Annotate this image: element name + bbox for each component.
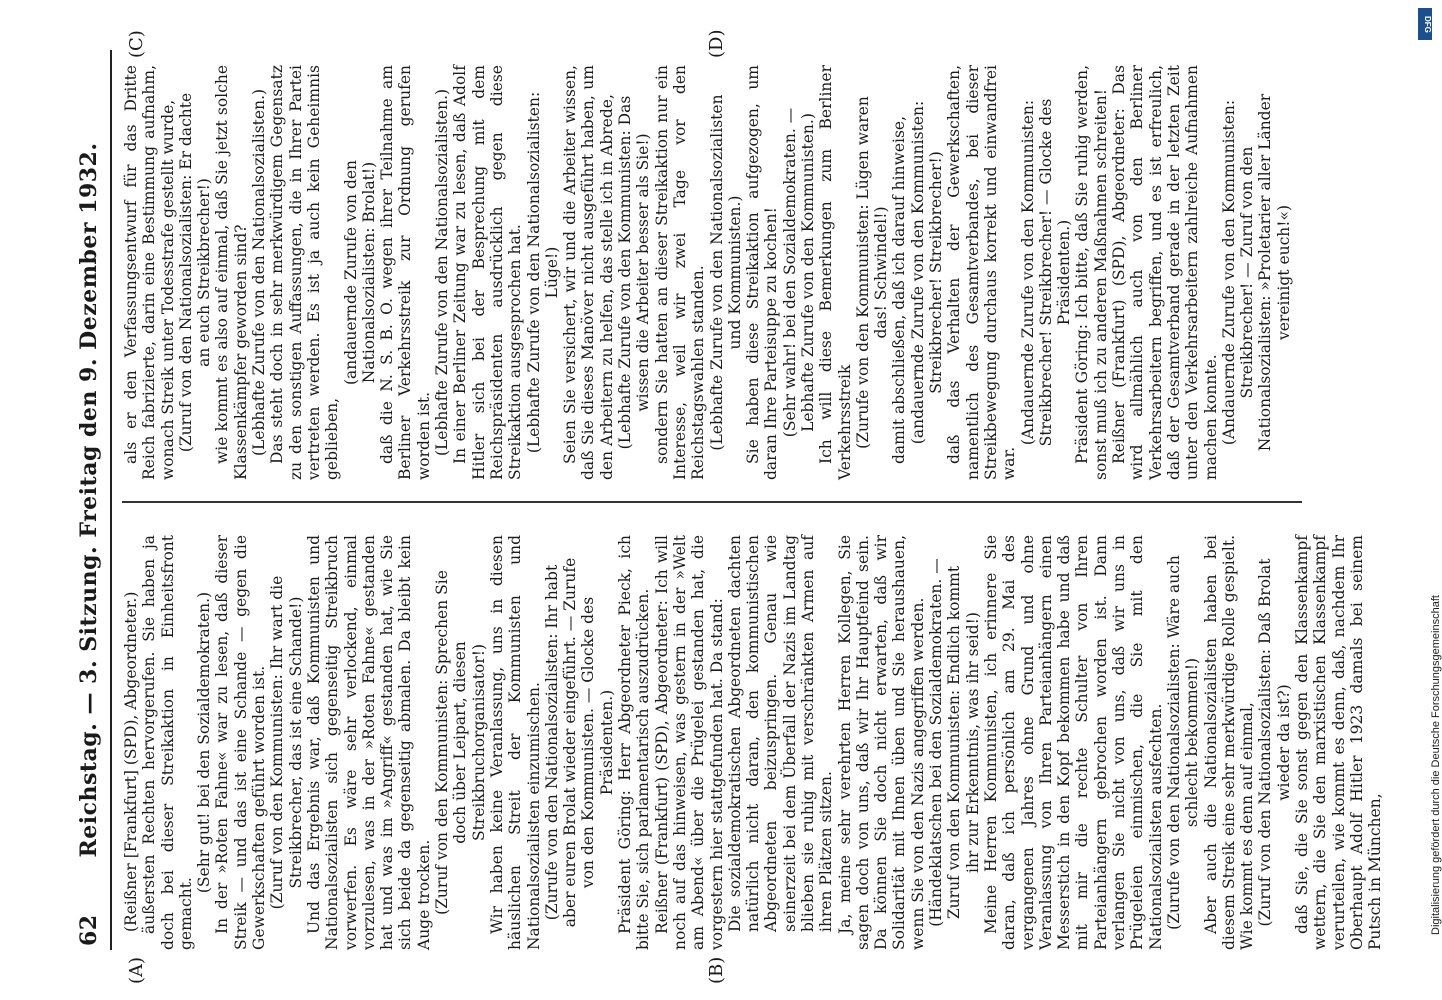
paragraph: als er den Verfassungsentwurf für das Dritte Reich fabrizierte, darin eine Bestimmung aufnahm, wonach Streik unter Todesstrafe gestellt wurde, [122,65,177,480]
interjection: (Sehr wahr! bei den Sozialdemokraten. — Lebhafte Zurufe von den Kommunisten.) [780,107,817,438]
paragraph: Aber auch die Nationalsozialisten haben bei diesem Streik eine sehr merkwürdige Rolle gespielt. Wie kommt es denn auf einmal, [1201,535,1257,950]
interjection: (Andauernde Zurufe von den Kommunisten: Streikbrecher! — Zuruf von den Nationalsozialisten: »Proletarier aller Länder vereinigt euch!«) [1219,93,1293,452]
margin-mark-b: (B) [706,956,727,984]
interjection: (Lebhafte Zurufe von den Nationalsozialisten: Lüge!) [524,91,561,454]
interjection: (Zuruf von den Kommunisten: Sprechen Sie doch über Leipart, diesen Streikbruchorganisator!) [433,570,488,915]
page-number: 62 [76,914,102,946]
quotation: Die sozialdemokratischen Abgeordneten dachten natürlich nicht daran, den kommunistischen Abgeordneten beizuspringen. Genau wie seinerzeit bei dem Überfall der Nazis im Landtag blieben sie ruhig mit verschränkten Armen auf ihren Plätzen sitzen. [725,535,836,932]
rotated-page [70,29,1385,984]
paragraph: Wir haben keine Veranlassung, uns in diesen häuslichen Streit der Kommunisten und Nationalsozialisten einzumischen. [487,535,543,950]
digitization-note: Digitalisierung gefördert durch die Deutsche Forschungsgemeinschaft [1430,595,1442,935]
interjection: (Lebhafte Zurufe von den Nationalsozialisten.) [250,88,269,457]
margin-mark-d: (D) [706,29,727,58]
paragraph: Das steht doch in sehr merkwürdigem Gegensatz zu den sonstigen Auffassungen, die in Ihrer Partei vertreten werden. Es ist ja auch kein Geheimnis geblieben, [268,65,342,480]
interjection: (Lebhafte Zurufe von den Nationalsozialisten.) [433,88,452,457]
paragraph: Meine Herren Kommunisten, ich erinnere Sie daran, daß ich persönlich am 29. Mai des vergangenen Jahres ohne Grund und ohne Veranlassung von Ihren Parteianhängern einen Messerstich in den Kopf bekommen habe und daß mit mir die rechte Schulter von Ihren Parteianhängern gebrochen worden ist. Dann verlangen Sie nicht von uns, daß wir uns in Prügeleien einmischen, die Sie mit den Nationalsozialisten ausfechten. [981,535,1165,950]
margin-mark-c: (C) [126,30,147,58]
interjection: (andauernde Zurufe von den Nationalsozialisten: Brolat!) [341,159,378,386]
header-rule [110,50,112,950]
paragraph: damit abschließen, daß ich darauf hinweise, [890,115,909,464]
speaker-paragraph: Reißner (Frankfurt) (SPD), Abgeordneter: Das wird allmählich auch von den Berliner Verkehrsarbeitern begriffen, und es ist erfreulich, daß der Gesamtverband gerade in der letzten Zeit unter den Verkehrsarbeitern zahlreiche Aufnahmen machen konnte. [1110,65,1220,480]
interjection: (Andauernde Zurufe von den Kommunisten: Streikbrecher! Streikbrecher! — Glocke des Präsidenten.) [1018,98,1074,447]
margin-mark-a: (A) [126,956,147,984]
paragraph: Ja, meine sehr verehrten Herren Kollegen, Sie sagen doch von uns, daß wir Ihr Hauptfeind sein. Da können Sie doch nicht erwarten, daß wir Solidarität mit Ihnen üben und Sie heraushauen, wenn Sie von den Nazis angegriffen werden. [835,535,927,950]
interjection: (Zuruf von den Nationalsozialisten: Daß Brolat wieder da ist?) [1256,558,1293,927]
paragraph: In der »Roten Fahne« war zu lesen, daß dieser Streik — und das ist eine Schande — gegen die Gewerkschaften geführt worden ist. [213,535,269,950]
interjection: (Lebhafte Zurufe von den Kommunisten: Das wissen die Arbeiter besser als Sie!) [616,95,653,450]
interjection: (Händeklatschen bei den Sozialdemokraten. — Zuruf von den Kommunisten: Endlich kommt ihr zur Erkenntnis, was ihr seid!) [927,558,982,927]
paragraph: Seien Sie versichert, wir und die Arbeiter wissen, daß Sie dieses Manöver nicht ausgeführt haben, um den Arbeitern zu helfen, das stelle ich in Abrede, [561,65,616,480]
interjection: (Zurufe von den Nationalsozialisten: Ihr habt aber euren Brolat wieder eingeführt. — Zurufe von den Kommunisten. — Glocke des Präsidenten.) [542,557,616,928]
paragraph: Sie haben diese Streikaktion aufgezogen, um daran Ihre Parteisuppe zu kochen! [744,65,781,480]
paragraph: wie kommt es also auf einmal, daß Sie jetzt solche Klassenkämpfer geworden sind? [213,65,250,480]
interjection: (Zurufe von den Nationalsozialisten: Wäre auch schlecht bekommen!) [1164,555,1202,930]
interjection: (Zuruf von den Nationalsozialisten: Er dachte an euch Streikbrecher!) [176,92,214,453]
speaker-paragraph: Präsident Göring: Herr Abgeordneter Pieck, ich bitte Sie, sich parlamentarisch auszudrücken. [616,535,653,950]
paragraph: Und das Ergebnis war, daß Kommunisten und Nationalsozialisten sich gegenseitig Streikbruch vorwerfen. Es wäre sehr verlockend, einmal vorzulesen, was in der »Roten Fahne« gestanden hat und was im »Angriff« gestanden hat, wie Sie sich beide da gegenseitig abmalen. Da bleibt kein Auge trocken. [304,535,433,950]
interjection: (Sehr gut! bei den Sozialdemokraten.) [195,591,214,894]
interjection: (Zurufe von den Kommunisten: Lügen waren das! Schwindel!) [853,96,891,449]
speaker-paragraph: Reißner (Frankfurt) (SPD), Abgeordneter: Ich will noch auf das hinweisen, was gestern in der »Welt am Abend« über die Prügelei gestanden hat, die vorgestern hier stattgefunden hat. Da stand: [652,535,726,950]
interjection: (andauernde Zurufe von den Kommunisten: Streikbrecher! Streikbrecher!) [908,100,946,445]
paragraph: äußersten Rechten hervorgerufen. Sie haben ja doch bei dieser Streikaktion in Einheitsfront gemacht. [140,535,195,950]
interjection: (Lebhafte Zurufe von den Nationalsozialisten und Kommunisten.) [707,94,744,451]
right-column [122,65,1302,480]
interjection: (Zuruf von den Kommunisten: Ihr wart die Streikbrecher, das ist eine Schande!) [268,575,305,910]
paragraph: daß Sie, die Sie sonst gegen den Klassenkampf wettern, die Sie den marxistischen Klassenkampf verurteilen, wie kommt es denn, daß, nachdem Ihr Oberhaupt Adolf Hitler 1923 damals bei seinem Putsch in München, [1293,535,1385,950]
page-title: Reichstag. — 3. Sitzung. Freitag den 9. Dezember 1932. [76,142,102,858]
paragraph: daß das Verhalten der Gewerkschaften, namentlich des Gesamtverbandes, bei dieser Streikbewegung durchaus korrekt und einwandfrei war. [945,65,1019,480]
column-divider [122,501,1302,503]
left-column [122,535,1385,950]
dfg-logo: DFG [1418,8,1432,40]
paragraph: In einer Berliner Zeitung war zu lesen, daß Adolf Hitler sich bei der Besprechung mit dem Reichspräsidenten ausdrücklich gegen diese Streikaktion ausgesprochen hat. [451,65,525,480]
paragraph: daß die N. S. B. O. wegen ihrer Teilnahme am Berliner Verkehrsstreik zur Ordnung gerufen worden ist. [378,65,433,480]
digitization-sidebar [1408,10,1442,990]
paragraph: (Reißner [Frankfurt] (SPD), Abgeordneter.) [122,591,140,932]
paragraph: Ich will diese Bemerkungen zum Berliner Verkehrsstreik [817,65,854,480]
speaker-paragraph: Präsident Göring: Ich bitte, daß Sie ruhig werden, sonst muß ich zu anderen Maßnahmen schreiten! [1073,65,1110,480]
paragraph: sondern Sie hatten an dieser Streikaktion nur ein Interesse, weil wir zwei Tage vor den Reichstagswahlen standen. [652,65,708,480]
page-header [70,50,110,950]
